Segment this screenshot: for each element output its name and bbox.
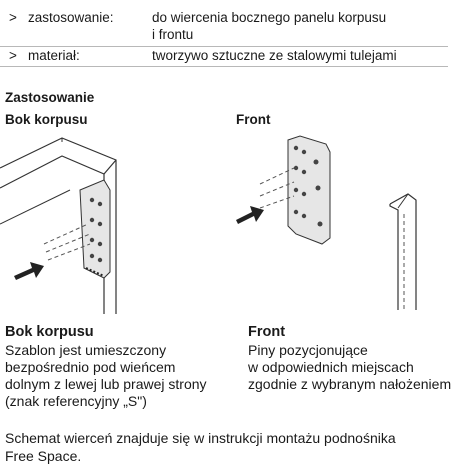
right-caption-line-2: w odpowiednich miejscach <box>248 359 414 375</box>
spec-label-material: materiał: <box>28 48 80 63</box>
right-caption-line-1: Piny pozycjonujące <box>248 342 368 358</box>
left-caption-title: Bok korpusu <box>5 324 94 340</box>
left-caption-line-1: Szablon jest umieszczony <box>5 342 167 358</box>
footer-line-2: Free Space. <box>5 448 82 464</box>
section-title: Zastosowanie <box>5 90 95 105</box>
spec-divider <box>0 46 448 47</box>
left-caption-line-2: bezpośrednio pod wieńcem <box>5 359 176 375</box>
left-caption-line-3: dolnym z lewej lub prawej strony <box>5 376 207 392</box>
left-heading: Bok korpusu <box>5 112 88 127</box>
spec-marker-usage: > <box>9 10 17 25</box>
spec-divider-bottom <box>0 66 448 67</box>
cabinet-side-illustration <box>0 128 140 318</box>
spec-value-usage-line1: do wiercenia bocznego panelu korpusu <box>152 10 387 25</box>
right-caption-line-3: zgodnie z wybranym nałożeniem <box>248 376 452 392</box>
left-caption-line-4: (znak referencyjny „S") <box>5 393 147 409</box>
right-caption-title: Front <box>248 324 286 340</box>
spec-marker-material: > <box>9 48 17 63</box>
spec-value-material: tworzywo sztuczne ze stalowymi tulejami <box>152 48 397 63</box>
spec-label-usage: zastosowanie: <box>28 10 114 25</box>
front-panel-illustration <box>230 128 430 318</box>
right-heading: Front <box>236 112 271 127</box>
spec-value-usage-line2: i frontu <box>152 27 194 42</box>
footer-line-1: Schemat wierceń znajduje się w instrukcji montażu podnośnika <box>5 430 396 446</box>
